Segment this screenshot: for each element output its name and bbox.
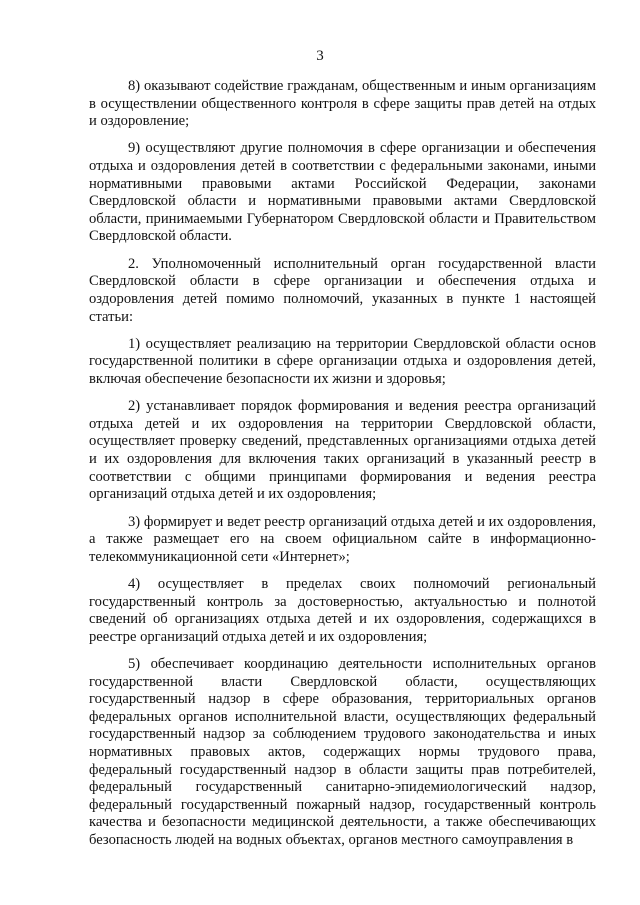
document-body [89, 78, 596, 859]
paragraph-subitem-2: 2) устанавливает порядок формирования и ведения реестра организаций отдыха детей и их оздоровления на территории Свердловской области, осуществляет проверку сведений, представленных организациями отдыха детей и их оздоровления для включения таких организаций в указанный реестр в соответствии с общими принципами формирования и ведения реестра организаций отдыха детей и их оздоровления; [89, 398, 596, 503]
paragraph-item-8: 8) оказывают содействие гражданам, общественным и иным организациям в осуществлении общественного контроля в сфере защиты прав детей на отдых и оздоровление; [89, 78, 596, 130]
paragraph-point-2: 2. Уполномоченный исполнительный орган государственной власти Свердловской области в сфере организации и обеспечения отдыха и оздоровления детей помимо полномочий, указанных в пункте 1 настоящей статьи: [89, 255, 596, 325]
paragraph-subitem-4: 4) осуществляет в пределах своих полномочий региональный государственный контроль за достоверностью, актуальностью и полнотой сведений об организациях отдыха детей и их оздоровления, содержащихся в реестре организаций отдыха детей и их оздоровления; [89, 575, 596, 645]
page-number: 3 [316, 48, 324, 64]
paragraph-subitem-1: 1) осуществляет реализацию на территории Свердловской области основ государственной политики в сфере организации отдыха и оздоровления детей, включая обеспечение безопасности их жизни и здоровья; [89, 335, 596, 387]
paragraph-item-9: 9) осуществляют другие полномочия в сфере организации и обеспечения отдыха и оздоровления детей в соответствии с федеральными законами, иными нормативными правовыми актами Российской Федерации, законами Свердловской области и нормативными правовыми актами Свердловской области, принимаемыми Губернатором Свердловской области и Правительством Свердловской области. [89, 140, 596, 245]
paragraph-subitem-5: 5) обеспечивает координацию деятельности исполнительных органов государственной власти Свердловской области, осуществляющих государственный надзор в сфере образования, территориальных органов федеральных органов исполнительной власти, осуществляющих федеральный государственный надзор за соблюдением трудового законодательства и иных нормативных правовых актов, содержащих нормы трудового права, федеральный государственный надзор в области защиты прав потребителей, федеральный государственный санитарно-эпидемиологический надзор, федеральный государственный пожарный надзор, государственный контроль качества и безопасности медицинской деятельности, а также обеспечивающих безопасность людей на водных объектах, органов местного самоуправления в [89, 656, 596, 848]
paragraph-subitem-3: 3) формирует и ведет реестр организаций отдыха детей и их оздоровления, а также размещает его на своем официальном сайте в информационно-телекоммуникационной сети «Интернет»; [89, 513, 596, 565]
